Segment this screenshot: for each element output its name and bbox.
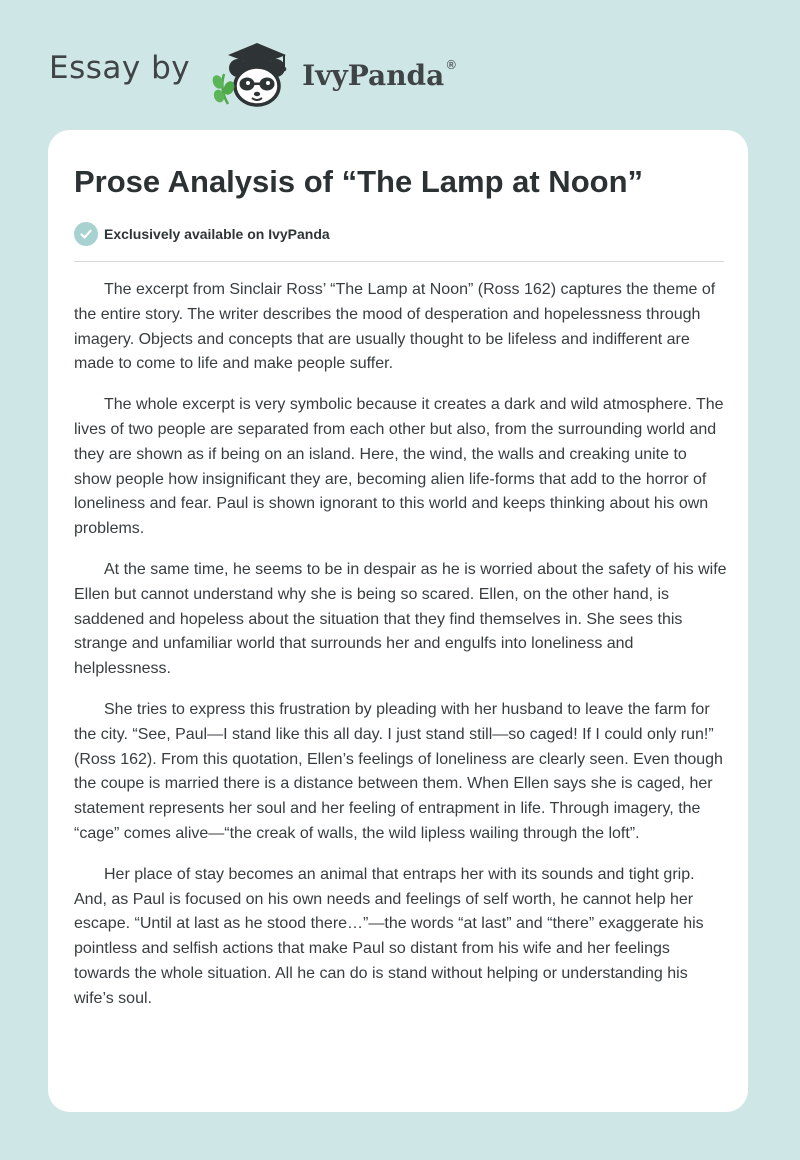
registered-mark: ® xyxy=(445,58,458,72)
page-title: Prose Analysis of “The Lamp at Noon” xyxy=(74,164,644,199)
divider xyxy=(74,261,724,262)
paragraph-1: The excerpt from Sinclair Ross’ “The Lamp at Noon” (Ross 162) captures the theme of the entire story. The writer describes the mood of desperation and hopelessness through imagery. Objects and concepts that are usually thought to be lifeless and indifferent are made to come to life and make people suffer. xyxy=(74,281,716,373)
essay-card xyxy=(48,130,748,1112)
site-header xyxy=(49,38,457,108)
paragraph-2: The whole excerpt is very symbolic because it creates a dark and wild atmosphere. The lives of two people are separated from each other but also, from the surrounding world and they are shown as if being on an island. Here, the wind, the walls and creaking unite to show people how insignificant they are, becoming alien life-forms that add to the horror of loneliness and fear. Paul is shown ignorant to this world and keeps thinking about his own problems. xyxy=(74,396,724,538)
paragraph-5: Her place of stay becomes an animal that entraps her with its sounds and tight grip. And, as Paul is focused on his own needs and feelings of self worth, he cannot help her escape. “Until at last as he stood there…”—the words “at last” and “there” exaggerate his pointless and selfish actions that make Paul so distant from his wife and her feelings towards the whole situation. All he can do is stand without helping or understanding his wife’s soul. xyxy=(74,865,704,1007)
essay-body xyxy=(74,278,728,1028)
panda-graduate-logo-icon[interactable] xyxy=(204,38,296,108)
essay-by-label: Essay by xyxy=(49,50,191,86)
brand-name[interactable]: IvyPanda xyxy=(302,58,445,92)
checkmark-icon xyxy=(74,222,98,246)
paragraph-4: She tries to express this frustration by pleading with her husband to leave the farm for the city. “See, Paul—I stand like this all day. I just stand still—so caged! If I could only run!” (Ross 162). From this quotation, Ellen’s feelings of loneliness are clearly seen. Even though the coupe is married there is a distance between them. When Ellen says she is caged, her statement represents her soul and her feeling of entrapment in life. Through imagery, the “cage” comes alive—“the creak of walls, the wild lipless wailing through the loft”. xyxy=(74,700,723,842)
exclusive-badge xyxy=(74,222,330,246)
paragraph-3: At the same time, he seems to be in despair as he is worried about the safety of his wife Ellen but cannot understand why she is being so scared. Ellen, on the other hand, is saddened and hopeless about the situation that they find themselves in. She sees this strange and unfamiliar world that surrounds her and engulfs into loneliness and helplessness. xyxy=(74,560,727,678)
exclusive-text: Exclusively available on IvyPanda xyxy=(104,226,330,242)
